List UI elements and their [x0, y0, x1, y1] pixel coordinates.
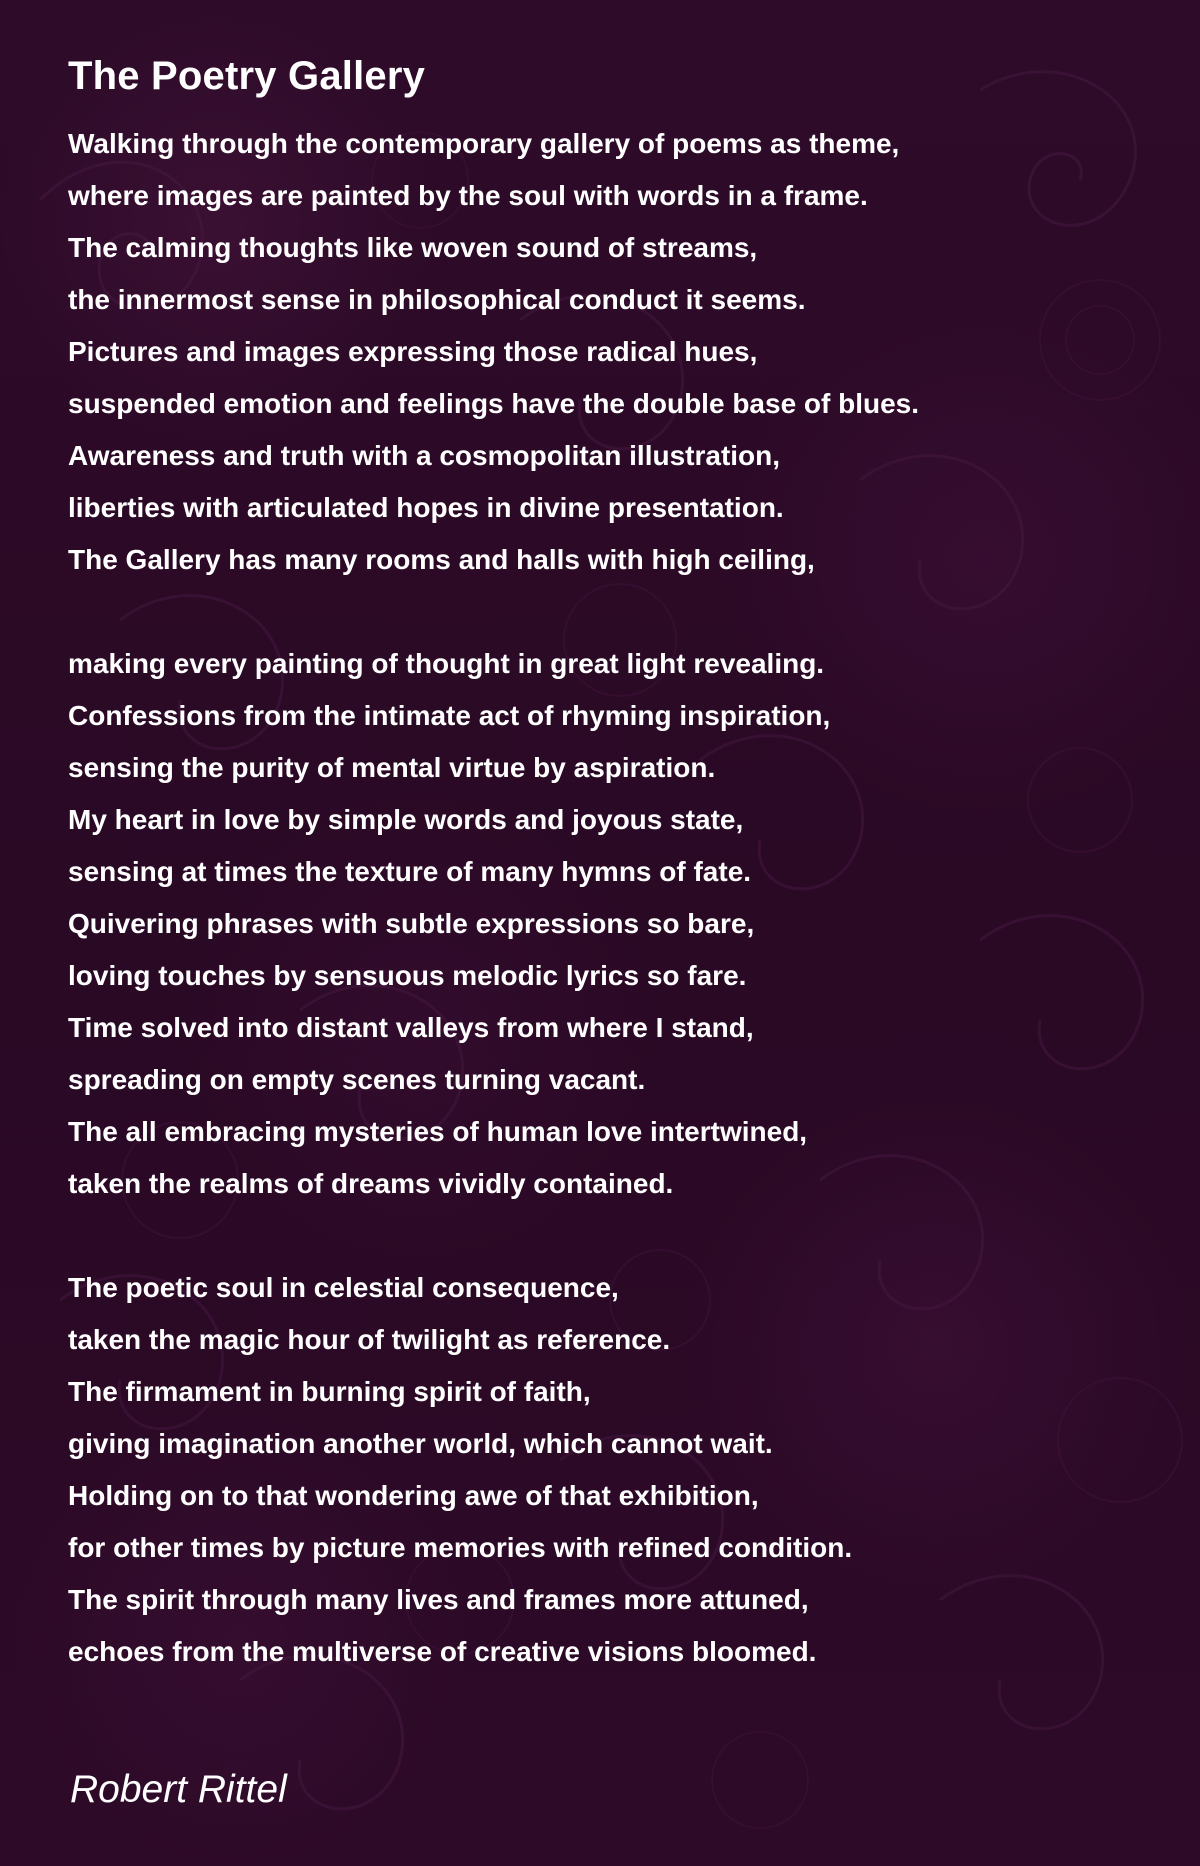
poem-line: making every painting of thought in great light revealing. — [68, 648, 825, 679]
poem-line: The calming thoughts like woven sound of streams, — [68, 232, 758, 263]
poem-line: The poetic soul in celestial consequence, — [68, 1272, 619, 1303]
poem-line: where images are painted by the soul with words in a frame. — [68, 180, 868, 211]
poem-line: sensing at times the texture of many hymns of fate. — [68, 856, 752, 887]
poem-line: giving imagination another world, which cannot wait. — [68, 1428, 773, 1459]
poem-line: Time solved into distant valleys from where I stand, — [68, 1012, 754, 1043]
poem-line: loving touches by sensuous melodic lyrics so fare. — [68, 960, 747, 991]
poem-line: suspended emotion and feelings have the double base of blues. — [68, 388, 920, 419]
poem-line: spreading on empty scenes turning vacant. — [68, 1064, 646, 1095]
poem-line: Walking through the contemporary gallery of poems as theme, — [68, 128, 900, 159]
poem-line: taken the magic hour of twilight as reference. — [68, 1324, 671, 1355]
poem-line: The Gallery has many rooms and halls with high ceiling, — [68, 544, 815, 575]
poem-line: sensing the purity of mental virtue by aspiration. — [68, 752, 716, 783]
poem-title: The Poetry Gallery — [68, 54, 426, 98]
poem-line: My heart in love by simple words and joyous state, — [68, 804, 744, 835]
poem-line: for other times by picture memories with refined condition. — [68, 1532, 853, 1563]
poem-content — [68, 48, 1148, 1730]
poem-line: The spirit through many lives and frames more attuned, — [68, 1584, 809, 1615]
poem-line: Quivering phrases with subtle expressions so bare, — [68, 908, 755, 939]
poem-line: Holding on to that wondering awe of that exhibition, — [68, 1480, 759, 1511]
poem-line: Pictures and images expressing those radical hues, — [68, 336, 758, 367]
poem-line: echoes from the multiverse of creative visions bloomed. — [68, 1636, 817, 1667]
poem-line: Confessions from the intimate act of rhyming inspiration, — [68, 700, 831, 731]
stanza-3 — [68, 1262, 1148, 1678]
poem-line: The all embracing mysteries of human love intertwined, — [68, 1116, 808, 1147]
author-name: Robert Rittel — [70, 1768, 287, 1811]
poem-line: the innermost sense in philosophical conduct it seems. — [68, 284, 806, 315]
stanza-1 — [68, 118, 1148, 586]
poem-line: Awareness and truth with a cosmopolitan illustration, — [68, 440, 781, 471]
poem-line: The firmament in burning spirit of faith, — [68, 1376, 591, 1407]
poem-line: liberties with articulated hopes in divine presentation. — [68, 492, 784, 523]
poem-line: taken the realms of dreams vividly contained. — [68, 1168, 674, 1199]
stanza-2 — [68, 638, 1148, 1210]
